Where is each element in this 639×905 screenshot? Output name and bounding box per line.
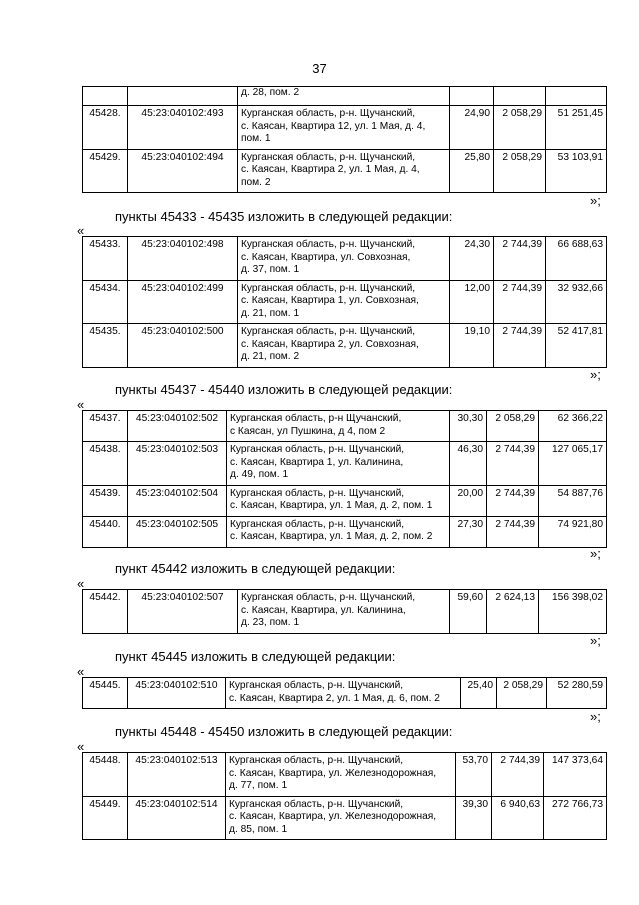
area-cell: 53,70 [456, 753, 492, 797]
address-line: с. Каясан, Квартира 2, ул. 1 Мая, д. 4, [241, 164, 420, 175]
price-cell: 2 744,39 [487, 485, 539, 516]
price-cell: 2 058,29 [487, 411, 539, 442]
address-line: пом. 2 [241, 176, 271, 188]
price-cell: 2 744,39 [494, 280, 546, 324]
price-cell: 2 744,39 [492, 753, 544, 797]
address-cell [227, 411, 450, 442]
row-number-cell: 45448. [83, 753, 128, 797]
address-line: пом. 1 [241, 133, 271, 144]
address-line: с. Каясан, Квартира 12, ул. 1 Мая, д. 4, [241, 120, 426, 132]
address-line: д. 49, пом. 1 [230, 469, 289, 480]
table-row [83, 678, 607, 709]
price-cell: 2 744,39 [494, 237, 546, 281]
address-line: Курганская область, р-н. Щучанский, [241, 151, 416, 163]
table-row [83, 590, 607, 634]
closing-quote: »; [590, 367, 601, 382]
table-section-0 [82, 86, 607, 193]
address-line: Курганская область, р-н. Щучанский, [230, 518, 405, 530]
total-cell: 52 280,59 [547, 678, 607, 709]
area-cell: 30,30 [450, 411, 487, 442]
table-row [83, 411, 607, 442]
total-cell: 53 103,91 [546, 149, 607, 193]
price-cell [494, 87, 546, 106]
address-line: Курганская область, р-н. Щучанский, [229, 755, 404, 766]
address-cell [238, 280, 450, 324]
cadastral-number-cell: 45:23:040102:513 [128, 753, 226, 797]
address-line: с. Каясан, Квартира, ул. 1 Мая, д. 2, пом. 2 [230, 531, 433, 542]
total-cell: 32 932,66 [546, 280, 607, 324]
address-line: с. Каясан, Квартира, ул. Железнодорожная, [229, 811, 437, 822]
opening-quote: « [77, 576, 85, 591]
cadastral-number-cell [128, 87, 238, 106]
row-number-cell: 45445. [83, 678, 128, 709]
address-cell [238, 324, 450, 368]
address-cell [226, 753, 456, 797]
total-cell: 62 366,22 [539, 411, 607, 442]
table-section-2 [82, 410, 607, 548]
address-line: д. 85, пом. 1 [229, 823, 288, 835]
area-cell: 24,30 [450, 237, 494, 281]
address-line: Курганская область, р-н Щучанский, [230, 413, 402, 424]
address-line: Курганская область, р-н. Щучанский, [230, 487, 405, 499]
closing-quote: »; [590, 193, 601, 208]
cadastral-number-cell: 45:23:040102:505 [128, 516, 227, 547]
row-number-cell: 45434. [83, 280, 128, 324]
table-row [83, 753, 607, 797]
total-cell: 74 921,80 [539, 516, 607, 547]
closing-quote: »; [590, 546, 601, 561]
address-cell [226, 796, 456, 840]
amendment-instruction: пункт 45442 изложить в следующей редакции: [115, 561, 396, 576]
table-row [83, 796, 607, 840]
row-number-cell: 45429. [83, 149, 128, 193]
page-number: 37 [312, 61, 327, 76]
closing-quote: »; [590, 709, 601, 724]
row-number-cell: 45438. [83, 442, 128, 486]
address-line: с Каясан, ул Пушкина, д 4, пом 2 [230, 425, 386, 437]
cadastral-number-cell: 45:23:040102:494 [128, 149, 238, 193]
opening-quote: « [77, 223, 85, 238]
area-cell: 25,80 [450, 149, 494, 193]
table-row [83, 237, 607, 281]
address-line: с. Каясан, Квартира 1, ул. Калинина, [230, 456, 404, 468]
address-line: Курганская область, р-н. Щучанский, [241, 282, 416, 294]
row-number-cell: 45442. [83, 590, 128, 634]
address-line: Курганская область, р-н. Щучанский, [229, 798, 404, 810]
address-line: с. Каясан, Квартира, ул. Железнодорожная, [229, 767, 437, 779]
table-row [83, 324, 607, 368]
cadastral-number-cell: 45:23:040102:507 [128, 590, 238, 634]
address-line: д. 77, пом. 1 [229, 780, 288, 791]
opening-quote: « [77, 397, 85, 412]
area-cell: 27,30 [450, 516, 487, 547]
address-cell [238, 149, 450, 193]
cadastral-number-cell: 45:23:040102:500 [128, 324, 238, 368]
amendment-instruction: пункт 45445 изложить в следующей редакции: [115, 649, 396, 664]
table-row [83, 280, 607, 324]
total-cell: 66 688,63 [546, 237, 607, 281]
price-cell: 2 624,13 [487, 590, 539, 634]
total-cell: 52 417,81 [546, 324, 607, 368]
address-line: с. Каясан, Квартира, ул. Совхозная, [241, 251, 411, 263]
cadastral-number-cell: 45:23:040102:514 [128, 796, 226, 840]
address-line: Курганская область, р-н. Щучанский, [241, 239, 416, 250]
price-cell: 2 058,29 [494, 106, 546, 150]
amendment-instruction: пункты 45433 - 45435 изложить в следующей редакции: [115, 209, 453, 224]
total-cell: 272 766,73 [544, 796, 607, 840]
address-line: Курганская область, р-н. Щучанский, [241, 108, 416, 119]
address-cell [227, 485, 450, 516]
area-cell: 19,10 [450, 324, 494, 368]
address-line: д. 37, пом. 1 [241, 264, 300, 275]
cadastral-number-cell: 45:23:040102:510 [128, 678, 226, 709]
total-cell [546, 87, 607, 106]
row-number-cell [83, 87, 128, 106]
table-section-4 [82, 677, 607, 709]
area-cell: 20,00 [450, 485, 487, 516]
table-section-3 [82, 589, 607, 634]
address-cell [238, 106, 450, 150]
address-line: д. 21, пом. 1 [241, 307, 300, 319]
area-cell: 12,00 [450, 280, 494, 324]
area-cell [450, 87, 494, 106]
amendment-instruction: пункты 45437 - 45440 изложить в следующей редакции: [115, 382, 453, 397]
cadastral-number-cell: 45:23:040102:493 [128, 106, 238, 150]
address-line: д. 21, пом. 2 [241, 351, 300, 362]
cadastral-number-cell: 45:23:040102:499 [128, 280, 238, 324]
cadastral-number-cell: 45:23:040102:502 [128, 411, 227, 442]
address-line: с. Каясан, Квартира 2, ул. Совхозная, [241, 338, 419, 350]
price-cell: 6 940,63 [492, 796, 544, 840]
area-cell: 46,30 [450, 442, 487, 486]
closing-quote: »; [590, 633, 601, 648]
price-cell: 2 744,39 [494, 324, 546, 368]
opening-quote: « [77, 664, 85, 679]
table-row [83, 106, 607, 150]
table-row [83, 442, 607, 486]
address-line: д. 23, пом. 1 [241, 617, 300, 628]
address-line: с. Каясан, Квартира 2, ул. 1 Мая, д. 6, пом. 2 [229, 692, 440, 704]
cadastral-number-cell: 45:23:040102:503 [128, 442, 227, 486]
address-cell [238, 590, 450, 634]
table-row [83, 485, 607, 516]
address-line: с. Каясан, Квартира 1, ул. Совхозная, [241, 295, 419, 306]
area-cell: 59,60 [450, 590, 487, 634]
area-cell: 24,90 [450, 106, 494, 150]
area-cell: 25,40 [461, 678, 497, 709]
row-number-cell: 45440. [83, 516, 128, 547]
row-number-cell: 45433. [83, 237, 128, 281]
area-cell: 39,30 [456, 796, 492, 840]
table-section-1 [82, 236, 607, 368]
total-cell: 127 065,17 [539, 442, 607, 486]
cadastral-number-cell: 45:23:040102:504 [128, 485, 227, 516]
total-cell: 147 373,64 [544, 753, 607, 797]
row-number-cell: 45435. [83, 324, 128, 368]
address-cell [226, 678, 461, 709]
address-cell [227, 442, 450, 486]
opening-quote: « [77, 739, 85, 754]
address-line: Курганская область, р-н. Щучанский, [241, 326, 416, 337]
address-line: д. 28, пом. 2 [241, 87, 300, 98]
row-number-cell: 45449. [83, 796, 128, 840]
amendment-instruction: пункты 45448 - 45450 изложить в следующей редакции: [115, 724, 453, 739]
address-cell [227, 516, 450, 547]
row-number-cell: 45428. [83, 106, 128, 150]
table-row [83, 516, 607, 547]
table-section-5 [82, 752, 607, 840]
total-cell: 156 398,02 [539, 590, 607, 634]
address-line: Курганская область, р-н. Щучанский, [241, 592, 416, 603]
table-row [83, 87, 607, 106]
table-row [83, 149, 607, 193]
row-number-cell: 45439. [83, 485, 128, 516]
cadastral-number-cell: 45:23:040102:498 [128, 237, 238, 281]
address-line: Курганская область, р-н. Щучанский, [230, 444, 405, 455]
price-cell: 2 744,39 [487, 516, 539, 547]
address-cell [238, 87, 450, 106]
price-cell: 2 744,39 [487, 442, 539, 486]
total-cell: 54 887,76 [539, 485, 607, 516]
address-line: Курганская область, р-н. Щучанский, [229, 680, 404, 691]
address-line: с. Каясан, Квартира, ул. Калинина, [241, 604, 406, 616]
total-cell: 51 251,45 [546, 106, 607, 150]
address-line: с. Каясан, Квартира, ул. 1 Мая, д. 2, пом. 1 [230, 500, 433, 511]
price-cell: 2 058,29 [494, 149, 546, 193]
row-number-cell: 45437. [83, 411, 128, 442]
address-cell [238, 237, 450, 281]
price-cell: 2 058,29 [497, 678, 547, 709]
